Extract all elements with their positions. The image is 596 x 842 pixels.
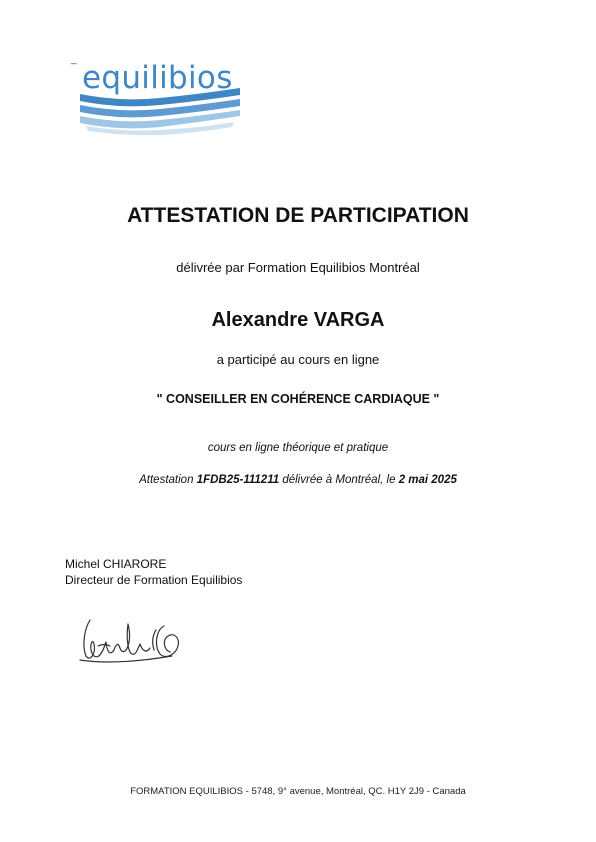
handwritten-signature [76,610,186,668]
logo-wordmark: equilibios [82,60,233,96]
attestation-prefix: Attestation [139,474,197,486]
signer-title: Directeur de Formation Equilibios [65,573,243,587]
attestation-line [0,474,596,486]
footer-address: FORMATION EQUILIBIOS - 5748, 9° avenue, Montréal, QC. H1Y 2J9 - Canada [130,786,466,797]
participation-text: a participé au cours en ligne [216,352,380,367]
course-name: " CONSEILLER EN COHÉRENCE CARDIAQUE " [156,392,440,406]
signer-name: Michel CHIARORE [65,557,167,571]
header-dash: _ [71,54,77,65]
delivered-by-text: délivrée par Formation Equilibios Montréal [176,260,420,275]
attestation-date: 2 mai 2025 [398,474,457,486]
course-type: cours en ligne théorique et pratique [207,442,389,454]
equilibios-logo [76,60,244,138]
certificate-title: ATTESTATION DE PARTICIPATION [127,204,469,227]
recipient-name: Alexandre VARGA [211,309,385,331]
attestation-number: 1FDB25-111211 [196,474,280,486]
logo-book-waves-icon [76,88,244,136]
attestation-middle: délivrée à Montréal, le [279,474,399,486]
